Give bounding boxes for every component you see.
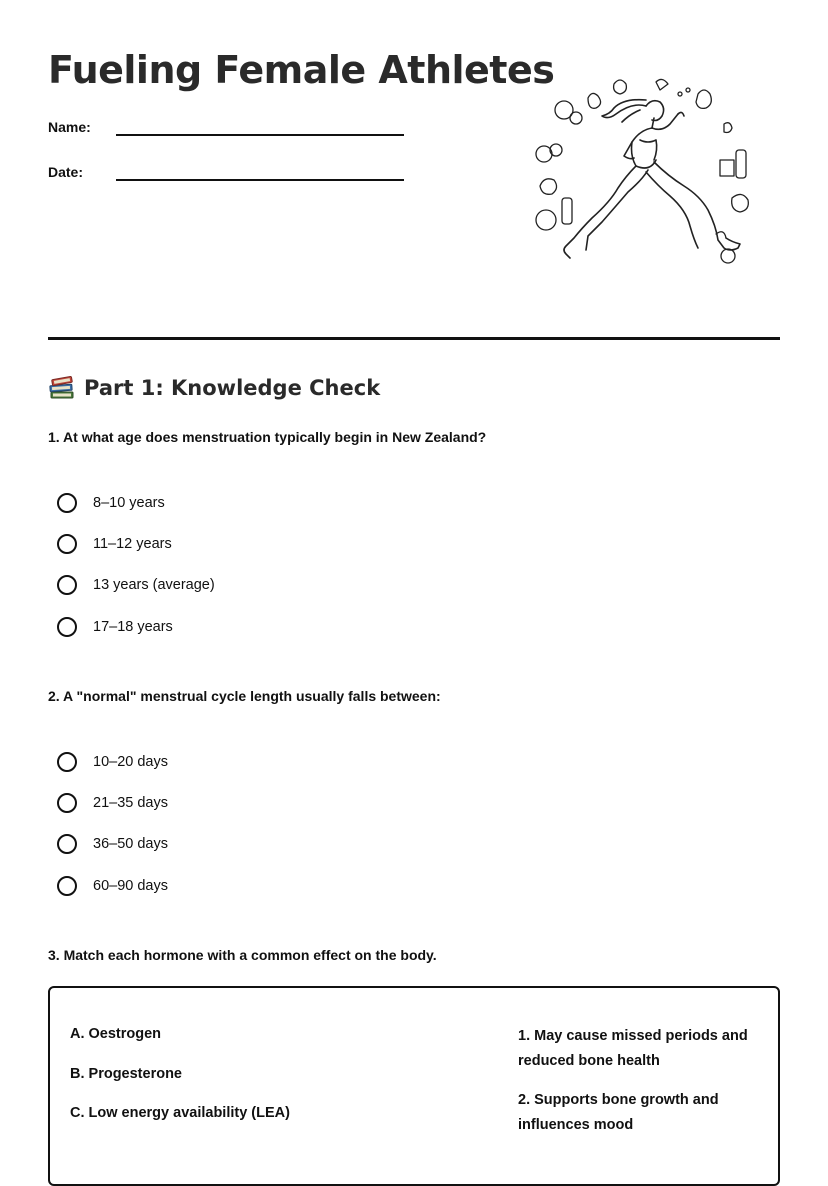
radio-button[interactable] <box>57 793 77 813</box>
option-label: 11–12 years <box>93 536 172 553</box>
option-label: 17–18 years <box>93 618 173 635</box>
question-1: 1. At what age does menstruation typically begin in New Zealand? <box>48 429 487 445</box>
section-heading <box>48 374 380 402</box>
radio-button[interactable] <box>57 876 77 896</box>
question-1-option-1[interactable] <box>57 482 215 523</box>
effect-item: 2. Supports bone growth and influences mood <box>518 1092 719 1133</box>
matching-box <box>48 986 780 1186</box>
question-1-option-3[interactable] <box>57 565 215 606</box>
name-input-line[interactable] <box>116 118 404 136</box>
option-label: 21–35 days <box>93 795 168 812</box>
question-2: 2. A "normal" menstrual cycle length usually falls between: <box>48 688 441 704</box>
question-2-option-1[interactable] <box>57 741 168 782</box>
page-title: Fueling Female Athletes <box>48 48 555 92</box>
date-field[interactable] <box>48 163 404 181</box>
date-input-line[interactable] <box>116 163 404 181</box>
question-2-option-4[interactable] <box>57 865 168 906</box>
name-label: Name: <box>48 119 91 135</box>
books-icon <box>48 374 76 402</box>
radio-button[interactable] <box>57 534 77 554</box>
radio-button[interactable] <box>57 834 77 854</box>
effect-list <box>518 1024 768 1152</box>
hormone-item: B. Progesterone <box>70 1065 182 1082</box>
option-label: 8–10 years <box>93 494 165 511</box>
effect-item: 1. May cause missed periods and reduced bone health <box>518 1028 748 1069</box>
radio-button[interactable] <box>57 752 77 772</box>
question-2-option-3[interactable] <box>57 824 168 865</box>
section-divider <box>48 337 780 340</box>
question-1-option-4[interactable] <box>57 606 215 647</box>
question-1-option-2[interactable] <box>57 523 215 564</box>
running-woman-with-food-illustration <box>528 70 760 282</box>
option-label: 36–50 days <box>93 836 168 853</box>
runner-figure <box>564 100 740 258</box>
question-1-options <box>57 482 215 648</box>
radio-button[interactable] <box>57 617 77 637</box>
question-3: 3. Match each hormone with a common effect on the body. <box>48 947 437 963</box>
option-label: 13 years (average) <box>93 577 215 594</box>
section-heading-text: Part 1: Knowledge Check <box>84 376 381 400</box>
question-2-option-2[interactable] <box>57 782 168 823</box>
radio-button[interactable] <box>57 575 77 595</box>
date-label: Date: <box>48 164 84 180</box>
hormone-item: A. Oestrogen <box>70 1026 162 1042</box>
question-2-options <box>57 741 168 907</box>
name-field[interactable] <box>48 118 404 136</box>
hormone-list <box>70 1026 290 1145</box>
option-label: 60–90 days <box>93 877 168 894</box>
option-label: 10–20 days <box>93 753 168 770</box>
radio-button[interactable] <box>57 493 77 513</box>
hormone-item: C. Low energy availability (LEA) <box>70 1105 290 1121</box>
